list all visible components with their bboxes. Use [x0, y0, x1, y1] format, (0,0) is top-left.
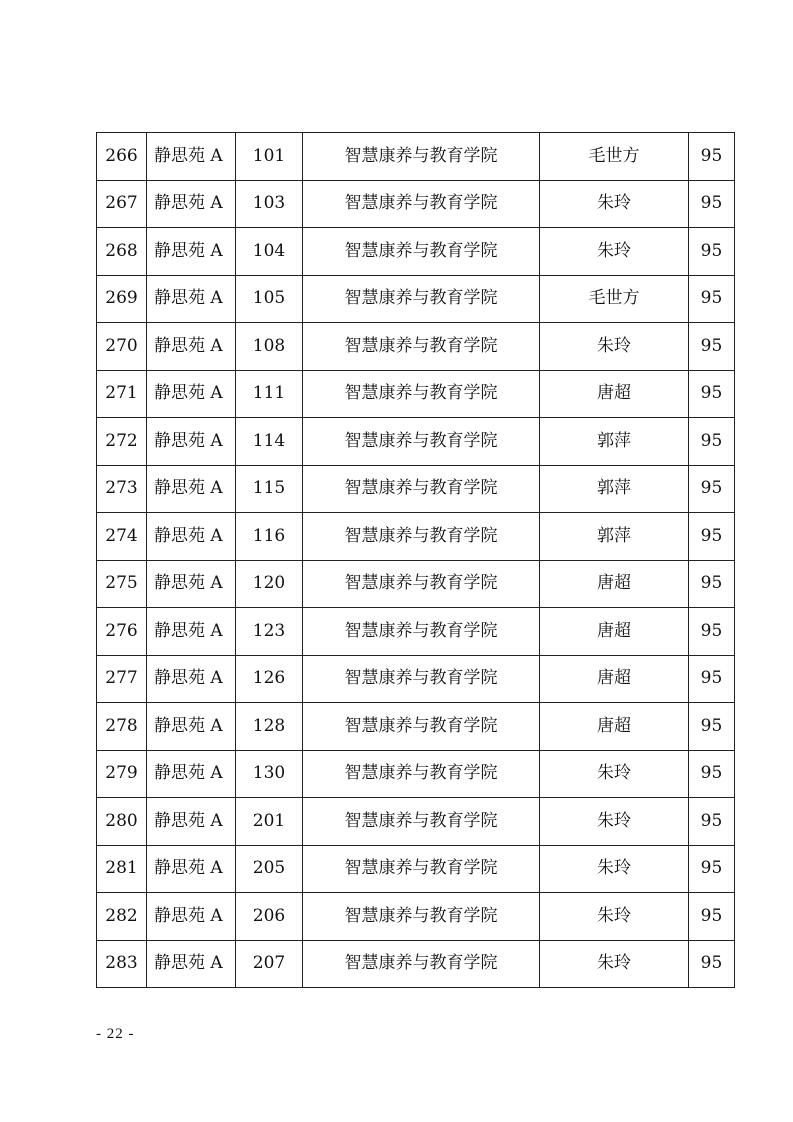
room-number-cell: 123 [236, 608, 303, 656]
row-number-cell: 277 [97, 655, 147, 703]
person-cell: 唐超 [540, 608, 689, 656]
row-number-cell: 281 [97, 845, 147, 893]
row-number-cell: 283 [97, 940, 147, 988]
building-cell: 静思苑 A [147, 465, 236, 513]
person-cell: 朱玲 [540, 323, 689, 371]
person-cell: 唐超 [540, 655, 689, 703]
college-cell: 智慧康养与教育学院 [303, 655, 540, 703]
college-cell: 智慧康养与教育学院 [303, 228, 540, 276]
college-cell: 智慧康养与教育学院 [303, 133, 540, 181]
room-number-cell: 116 [236, 513, 303, 561]
building-cell: 静思苑 A [147, 275, 236, 323]
table-row [97, 370, 735, 418]
person-cell: 唐超 [540, 560, 689, 608]
score-cell: 95 [689, 703, 735, 751]
college-cell: 智慧康养与教育学院 [303, 750, 540, 798]
room-number-cell: 205 [236, 845, 303, 893]
building-cell: 静思苑 A [147, 228, 236, 276]
score-cell: 95 [689, 180, 735, 228]
person-cell: 朱玲 [540, 798, 689, 846]
row-number-cell: 266 [97, 133, 147, 181]
building-cell: 静思苑 A [147, 513, 236, 561]
score-cell: 95 [689, 940, 735, 988]
room-number-cell: 130 [236, 750, 303, 798]
person-cell: 朱玲 [540, 845, 689, 893]
score-cell: 95 [689, 513, 735, 561]
score-cell: 95 [689, 418, 735, 466]
score-cell: 95 [689, 323, 735, 371]
person-cell: 毛世方 [540, 133, 689, 181]
table-row [97, 655, 735, 703]
table-row [97, 465, 735, 513]
person-cell: 朱玲 [540, 750, 689, 798]
table-row [97, 893, 735, 941]
person-cell: 朱玲 [540, 893, 689, 941]
table-row [97, 228, 735, 276]
college-cell: 智慧康养与教育学院 [303, 418, 540, 466]
table-row [97, 703, 735, 751]
row-number-cell: 278 [97, 703, 147, 751]
score-cell: 95 [689, 750, 735, 798]
college-cell: 智慧康养与教育学院 [303, 513, 540, 561]
building-cell: 静思苑 A [147, 893, 236, 941]
row-number-cell: 274 [97, 513, 147, 561]
score-cell: 95 [689, 560, 735, 608]
score-cell: 95 [689, 275, 735, 323]
row-number-cell: 279 [97, 750, 147, 798]
person-cell: 毛世方 [540, 275, 689, 323]
table-row [97, 513, 735, 561]
dormitory-score-table [96, 132, 735, 988]
table-row [97, 750, 735, 798]
room-number-cell: 207 [236, 940, 303, 988]
table-row [97, 418, 735, 466]
room-number-cell: 126 [236, 655, 303, 703]
college-cell: 智慧康养与教育学院 [303, 465, 540, 513]
room-number-cell: 120 [236, 560, 303, 608]
college-cell: 智慧康养与教育学院 [303, 940, 540, 988]
page-number: - 22 - [96, 1026, 135, 1042]
score-cell: 95 [689, 133, 735, 181]
person-cell: 唐超 [540, 703, 689, 751]
building-cell: 静思苑 A [147, 655, 236, 703]
row-number-cell: 268 [97, 228, 147, 276]
table-row [97, 845, 735, 893]
college-cell: 智慧康养与教育学院 [303, 275, 540, 323]
building-cell: 静思苑 A [147, 940, 236, 988]
row-number-cell: 282 [97, 893, 147, 941]
building-cell: 静思苑 A [147, 845, 236, 893]
room-number-cell: 108 [236, 323, 303, 371]
building-cell: 静思苑 A [147, 703, 236, 751]
table-row [97, 940, 735, 988]
row-number-cell: 270 [97, 323, 147, 371]
table-row [97, 275, 735, 323]
table-row [97, 608, 735, 656]
person-cell: 朱玲 [540, 940, 689, 988]
building-cell: 静思苑 A [147, 750, 236, 798]
row-number-cell: 280 [97, 798, 147, 846]
person-cell: 郭萍 [540, 513, 689, 561]
building-cell: 静思苑 A [147, 560, 236, 608]
college-cell: 智慧康养与教育学院 [303, 798, 540, 846]
building-cell: 静思苑 A [147, 323, 236, 371]
table-row [97, 560, 735, 608]
score-cell: 95 [689, 608, 735, 656]
row-number-cell: 276 [97, 608, 147, 656]
person-cell: 朱玲 [540, 180, 689, 228]
person-cell: 朱玲 [540, 228, 689, 276]
room-number-cell: 206 [236, 893, 303, 941]
college-cell: 智慧康养与教育学院 [303, 180, 540, 228]
person-cell: 唐超 [540, 370, 689, 418]
room-number-cell: 101 [236, 133, 303, 181]
college-cell: 智慧康养与教育学院 [303, 370, 540, 418]
table-row [97, 180, 735, 228]
person-cell: 郭萍 [540, 465, 689, 513]
room-number-cell: 104 [236, 228, 303, 276]
person-cell: 郭萍 [540, 418, 689, 466]
score-cell: 95 [689, 228, 735, 276]
college-cell: 智慧康养与教育学院 [303, 703, 540, 751]
building-cell: 静思苑 A [147, 370, 236, 418]
building-cell: 静思苑 A [147, 180, 236, 228]
room-number-cell: 105 [236, 275, 303, 323]
room-number-cell: 128 [236, 703, 303, 751]
room-number-cell: 103 [236, 180, 303, 228]
college-cell: 智慧康养与教育学院 [303, 323, 540, 371]
score-cell: 95 [689, 465, 735, 513]
building-cell: 静思苑 A [147, 133, 236, 181]
row-number-cell: 273 [97, 465, 147, 513]
building-cell: 静思苑 A [147, 798, 236, 846]
score-cell: 95 [689, 845, 735, 893]
row-number-cell: 271 [97, 370, 147, 418]
score-cell: 95 [689, 370, 735, 418]
room-number-cell: 114 [236, 418, 303, 466]
college-cell: 智慧康养与教育学院 [303, 608, 540, 656]
row-number-cell: 272 [97, 418, 147, 466]
college-cell: 智慧康养与教育学院 [303, 893, 540, 941]
row-number-cell: 267 [97, 180, 147, 228]
score-cell: 95 [689, 798, 735, 846]
table-body [97, 133, 735, 988]
college-cell: 智慧康养与教育学院 [303, 560, 540, 608]
college-cell: 智慧康养与教育学院 [303, 845, 540, 893]
table-row [97, 323, 735, 371]
table-row [97, 798, 735, 846]
score-cell: 95 [689, 893, 735, 941]
building-cell: 静思苑 A [147, 418, 236, 466]
room-number-cell: 115 [236, 465, 303, 513]
table-row [97, 133, 735, 181]
room-number-cell: 111 [236, 370, 303, 418]
row-number-cell: 269 [97, 275, 147, 323]
room-number-cell: 201 [236, 798, 303, 846]
score-cell: 95 [689, 655, 735, 703]
row-number-cell: 275 [97, 560, 147, 608]
building-cell: 静思苑 A [147, 608, 236, 656]
